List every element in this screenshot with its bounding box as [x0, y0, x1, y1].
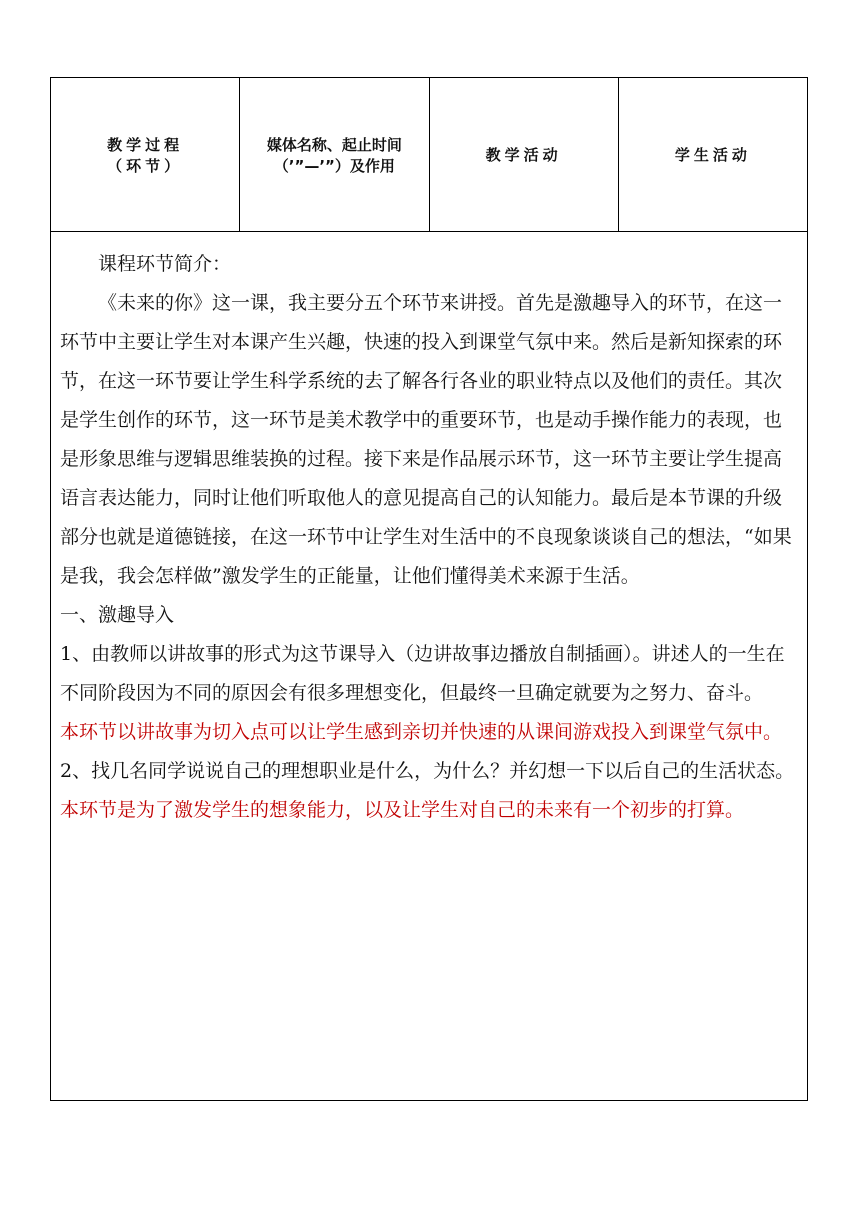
intro-paragraph: 《未来的你》这一课，我主要分五个环节来讲授。首先是激趣导入的环节，在这一环节中主要让学生对本课产生兴趣，快速的投入到课堂气氛中来。然后是新知探索的环节，在这一环节要让学生科学系统的去了解各行各业的职业特点以及他们的责任。其次是学生创作的环节，这一环节是美术教学中的重要环节，也是动手操作能力的表现，也是形象思维与逻辑思维装换的过程。接下来是作品展示环节，这一环节主要让学生提高语言表达能力，同时让他们听取他人的意见提高自己的认知能力。最后是本节课的升级部分也就是道德链接，在这一环节中让学生对生活中的不良现象谈谈自己的想法，“如果是我，我会怎样做”激发学生的正能量，让他们懂得美术来源于生活。	[60, 292, 792, 587]
step-2-note: 本环节是为了激发学生的想象能力，以及让学生对自己的未来有一个初步的打算。	[60, 799, 745, 821]
section-title: 一、激趣导入	[60, 604, 175, 626]
step-1-note: 本环节以讲故事为切入点可以让学生感到亲切并快速的从课间游戏投入到课堂气氛中。	[60, 721, 783, 743]
header-teaching-activity: 教学活动	[485, 146, 562, 164]
table-body-cell	[51, 232, 807, 830]
header-cell-teaching-process	[51, 78, 240, 231]
step-1-text: 1、由教师以讲故事的形式为这节课导入（边讲故事边播放自制插画）。讲述人的一生在不同阶段因为不同的原因会有很多理想变化，但最终一旦确定就要为之努力、奋斗。	[60, 643, 785, 704]
table-header-row	[51, 78, 807, 232]
header-cell-media	[240, 78, 429, 231]
intro-title: 课程环节简介：	[98, 253, 232, 275]
header-media: 媒体名称、起止时间 （’”—’”）及作用	[266, 135, 402, 175]
header-student-activity: 学生活动	[674, 146, 751, 164]
header-cell-teaching-activity	[430, 78, 619, 231]
header-teaching-process: 教学过程 （环节）	[107, 135, 184, 175]
lesson-plan-table	[50, 77, 808, 1101]
header-cell-student-activity	[619, 78, 807, 231]
step-2-text: 2、找几名同学说说自己的理想职业是什么，为什么？并幻想一下以后自己的生活状态。	[60, 760, 795, 782]
